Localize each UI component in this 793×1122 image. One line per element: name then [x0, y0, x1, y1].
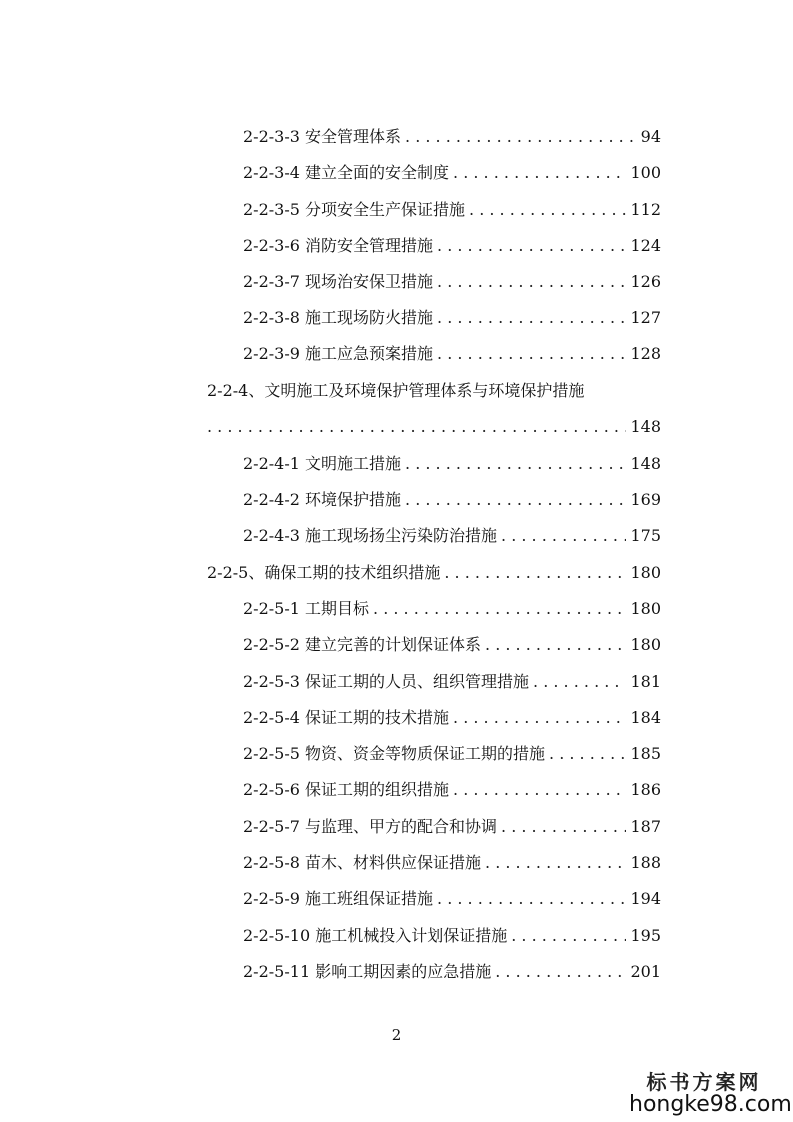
toc-entry-page: 100: [630, 163, 661, 182]
toc-entry-title: 2-2-5-8 苗木、材料供应保证措施: [243, 853, 482, 872]
toc-entry[interactable]: [243, 124, 661, 150]
toc-section-leader-line[interactable]: [207, 414, 661, 440]
dot-leader: [444, 560, 626, 586]
dot-leader: [373, 596, 626, 622]
toc-entry-page: 188: [630, 853, 661, 872]
toc-entry-title: 2-2-4-3 施工现场扬尘污染防治措施: [243, 526, 498, 545]
toc-entry-page: 181: [630, 672, 661, 691]
toc-entry-title: 2-2-5-2 建立完善的计划保证体系: [243, 635, 482, 654]
toc-entry[interactable]: [243, 777, 661, 803]
toc-entry[interactable]: [243, 305, 661, 331]
toc-entry-page: 195: [630, 926, 661, 945]
toc-entry-title: 2-2-5-9 施工班组保证措施: [243, 889, 434, 908]
toc-entry-title: 2-2-5-1 工期目标: [243, 599, 370, 618]
toc-entry-page: 94: [640, 127, 661, 146]
toc-entry-title: 2-2-5-11 影响工期因素的应急措施: [243, 962, 492, 981]
toc-entry[interactable]: [243, 886, 661, 912]
dot-leader: [453, 160, 626, 186]
dot-leader: [453, 777, 626, 803]
dot-leader: [437, 269, 626, 295]
toc-entry-title: 2-2-3-9 施工应急预案措施: [243, 344, 434, 363]
toc-entry-title: 2-2-4、文明施工及环境保护管理体系与环境保护措施: [207, 381, 585, 400]
toc-entry[interactable]: [243, 197, 661, 223]
toc-entry[interactable]: [243, 850, 661, 876]
toc-entry-title: 2-2-3-8 施工现场防火措施: [243, 308, 434, 327]
toc-entry-page: 180: [630, 599, 661, 618]
toc-entry-page: 184: [630, 708, 661, 727]
dot-leader: [501, 814, 626, 840]
toc-entry-title: 2-2-5-7 与监理、甲方的配合和协调: [243, 817, 498, 836]
dot-leader: [511, 923, 626, 949]
toc-entry[interactable]: [243, 741, 661, 767]
toc-entry[interactable]: [243, 487, 661, 513]
toc-entry-page: 180: [630, 563, 661, 582]
toc-entry-title: 2-2-4-2 环境保护措施: [243, 490, 402, 509]
toc-entry-page: 175: [630, 526, 661, 545]
toc-entry-title: 2-2-5、确保工期的技术组织措施: [207, 563, 441, 582]
toc-entry-page: 180: [630, 635, 661, 654]
toc-entry[interactable]: [243, 669, 661, 695]
toc-entry-page: 201: [630, 962, 661, 981]
toc-entry-page: 169: [630, 490, 661, 509]
dot-leader: [469, 197, 626, 223]
dot-leader: [437, 886, 626, 912]
toc-entry[interactable]: [243, 233, 661, 259]
toc-entry-title: 2-2-5-4 保证工期的技术措施: [243, 708, 450, 727]
site-watermark-logo: [629, 1069, 792, 1117]
dot-leader: [453, 705, 626, 731]
page-number: 2: [391, 1026, 402, 1044]
toc-entry[interactable]: [243, 269, 661, 295]
toc-section-entry[interactable]: [207, 560, 661, 586]
toc-entry-title: 2-2-3-4 建立全面的安全制度: [243, 163, 450, 182]
toc-entry[interactable]: [243, 959, 661, 985]
dot-leader: [405, 487, 626, 513]
toc-entry-page: 124: [630, 236, 661, 255]
dot-leader: [485, 632, 626, 658]
toc-entry-title: 2-2-5-3 保证工期的人员、组织管理措施: [243, 672, 530, 691]
toc-entry-page: 148: [630, 417, 661, 436]
watermark-domain-text: hongke98.com: [629, 1091, 792, 1117]
dot-leader: [437, 305, 626, 331]
toc-entry-page: 112: [630, 200, 661, 219]
toc-entry[interactable]: [243, 814, 661, 840]
toc-entry-title: 2-2-3-6 消防安全管理措施: [243, 236, 434, 255]
toc-entry-page: 185: [630, 744, 661, 763]
toc-section-title-line[interactable]: [207, 378, 661, 404]
toc-entry[interactable]: [243, 523, 661, 549]
toc-entry-title: 2-2-5-6 保证工期的组织措施: [243, 780, 450, 799]
toc-entry-page: 186: [630, 780, 661, 799]
toc-entry-page: 194: [630, 889, 661, 908]
dot-leader: [405, 451, 626, 477]
toc-entry[interactable]: [243, 632, 661, 658]
toc-entry-page: 128: [630, 344, 661, 363]
dot-leader: [501, 523, 626, 549]
toc-entry[interactable]: [243, 341, 661, 367]
toc-entry[interactable]: [243, 160, 661, 186]
toc-entry-title: 2-2-3-3 安全管理体系: [243, 127, 402, 146]
watermark-brand-text: 标书方案网: [646, 1069, 762, 1094]
dot-leader: [549, 741, 626, 767]
toc-entry-page: 187: [630, 817, 661, 836]
dot-leader: [495, 959, 626, 985]
toc-entry-title: 2-2-5-5 物资、资金等物质保证工期的措施: [243, 744, 546, 763]
toc-entry[interactable]: [243, 705, 661, 731]
toc-entry-title: 2-2-3-7 现场治安保卫措施: [243, 272, 434, 291]
dot-leader: [437, 341, 626, 367]
dot-leader: [485, 850, 626, 876]
dot-leader: [405, 124, 637, 150]
toc-entry[interactable]: [243, 451, 661, 477]
toc-entry[interactable]: [243, 923, 661, 949]
toc-entry-title: 2-2-3-5 分项安全生产保证措施: [243, 200, 466, 219]
dot-leader: [437, 233, 626, 259]
toc-entry-page: 127: [630, 308, 661, 327]
dot-leader: [533, 669, 626, 695]
toc-entry-page: 148: [630, 454, 661, 473]
toc-entry-page: 126: [630, 272, 661, 291]
toc-entry[interactable]: [243, 596, 661, 622]
toc-entry-title: 2-2-4-1 文明施工措施: [243, 454, 402, 473]
toc-entry-title: 2-2-5-10 施工机械投入计划保证措施: [243, 926, 508, 945]
dot-leader: [207, 414, 626, 440]
